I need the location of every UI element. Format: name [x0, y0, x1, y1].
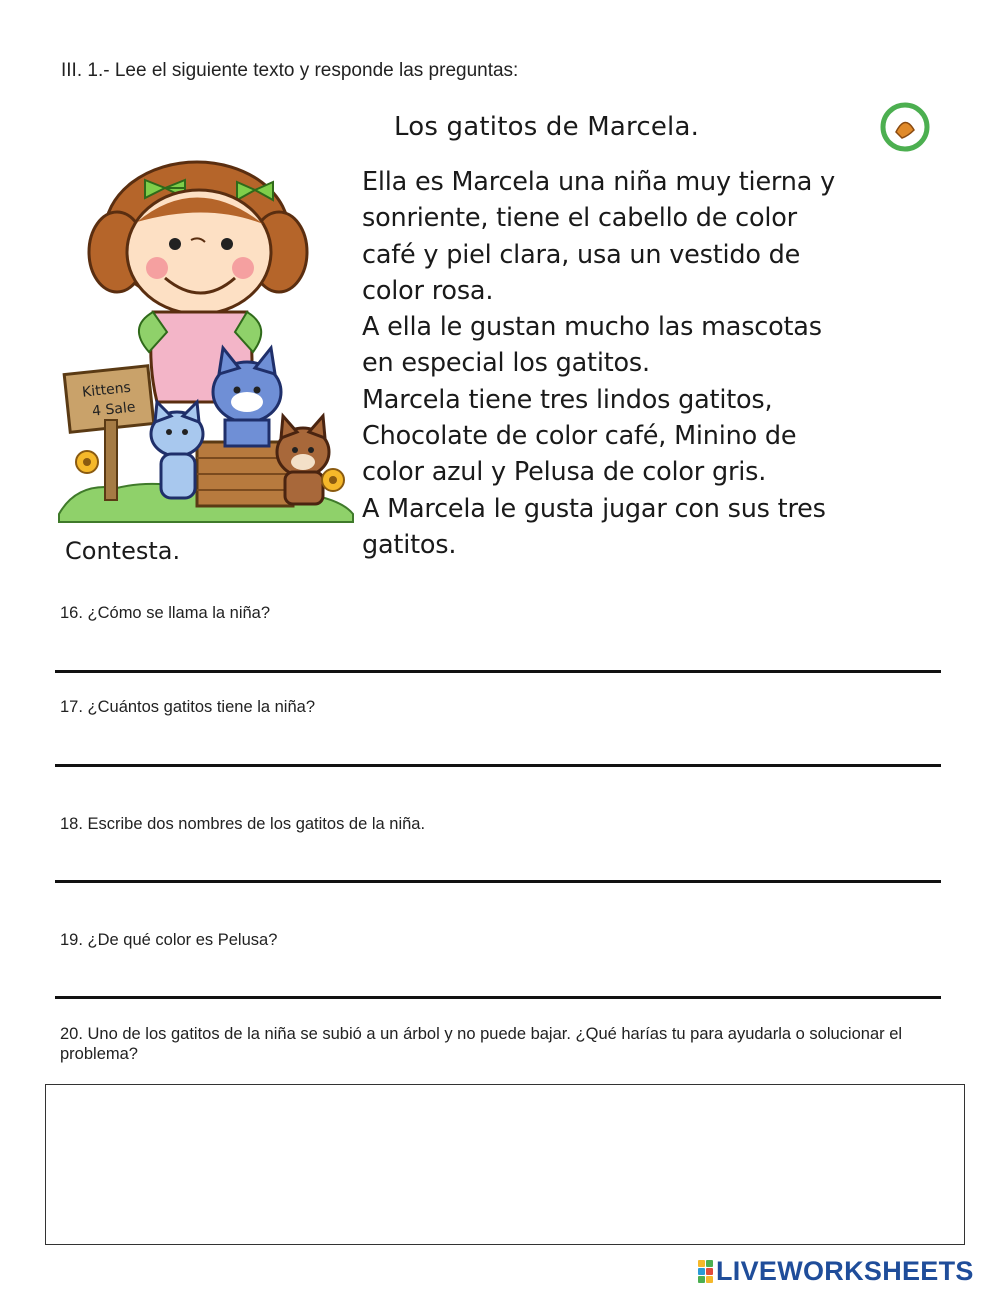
contesta-label: Contesta.	[65, 537, 181, 564]
story-line: A ella le gustan mucho las mascotas	[362, 312, 822, 343]
sign-text-kittens: Kittens	[81, 379, 132, 401]
story-image	[57, 102, 930, 564]
answer-box-20[interactable]	[45, 1084, 965, 1245]
marcela-illustration	[57, 102, 357, 564]
story-text	[362, 164, 928, 563]
story-line: gatitos.	[362, 529, 457, 560]
question-19: 19. ¿De qué color es Pelusa?	[60, 931, 278, 949]
answer-line-17[interactable]	[55, 764, 941, 767]
question-20: 20. Uno de los gatitos de la niña se subió a un árbol y no puede bajar. ¿Qué harías tu para ayudarla o solucionar el problema?	[60, 1025, 903, 1063]
story-title: Los gatitos de Marcela.	[394, 112, 700, 142]
answer-line-18[interactable]	[55, 880, 941, 883]
answer-line-19[interactable]	[55, 996, 941, 999]
story-line: Marcela tiene tres lindos gatitos,	[362, 384, 773, 415]
question-17: 17. ¿Cuántos gatitos tiene la niña?	[60, 698, 316, 716]
question-16: 16. ¿Cómo se llama la niña?	[60, 604, 271, 622]
instruction-text: III. 1.- Lee el siguiente texto y responde las preguntas:	[61, 60, 519, 81]
answer-line-16[interactable]	[55, 670, 941, 673]
logo-mark-icon	[698, 1260, 713, 1283]
story-line: Ella es Marcela una niña muy tierna y	[362, 167, 835, 197]
story-line: sonriente, tiene el cabello de color	[362, 203, 797, 234]
frog-badge-icon	[880, 102, 930, 152]
story-line: en especial los gatitos.	[362, 348, 650, 379]
story-line: color rosa.	[362, 275, 494, 306]
question-18: 18. Escribe dos nombres de los gatitos de la niña.	[60, 815, 426, 833]
liveworksheets-logo	[698, 1256, 974, 1286]
sign-text-sale: 4 Sale	[91, 399, 137, 420]
story-line: A Marcela le gusta jugar con sus tres	[362, 493, 826, 524]
logo-text: LIVEWORKSHEETS	[716, 1255, 974, 1286]
story-line: color azul y Pelusa de color gris.	[362, 457, 767, 488]
story-line: Chocolate de color café, Minino de	[362, 421, 797, 452]
story-line: café y piel clara, usa un vestido de	[362, 239, 801, 270]
